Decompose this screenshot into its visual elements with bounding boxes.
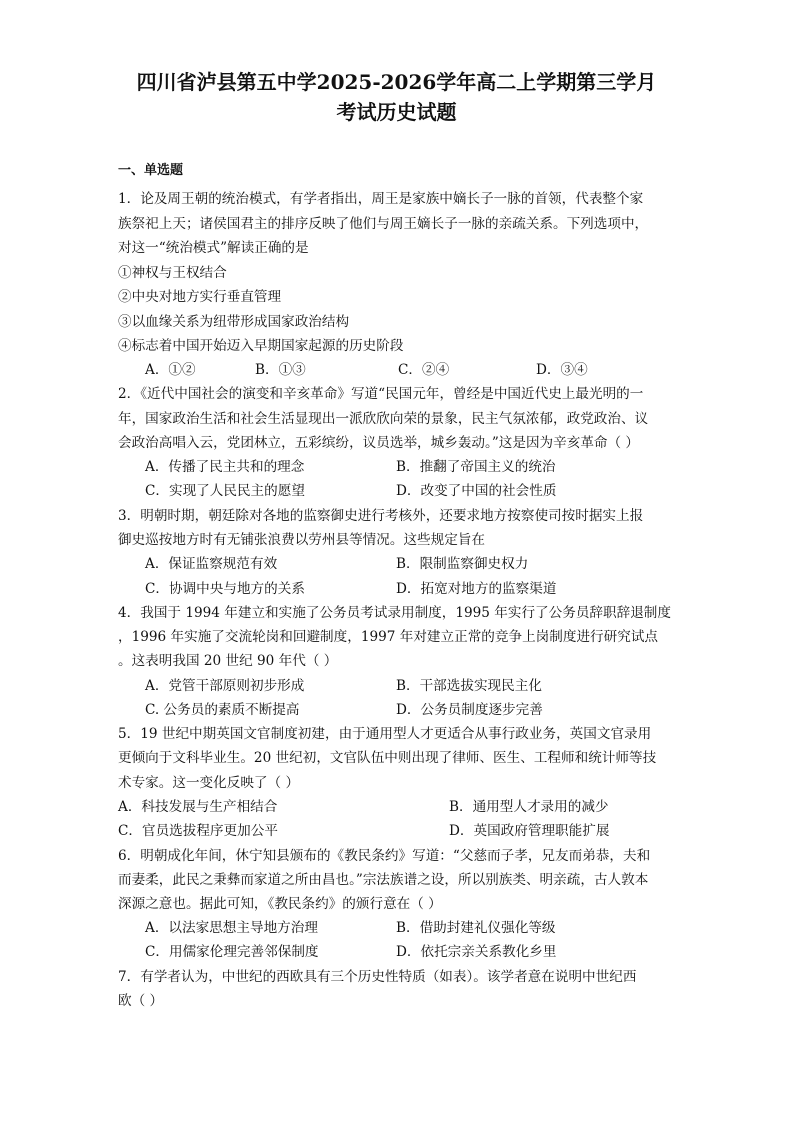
question-4-option-a[interactable]: A．党管干部原则初步形成 [145,678,305,694]
question-5-line: 5．19 世纪中期英国文官制度初建，由于通用型人才更适合从事行政业务，英国文官录用 [118,726,652,742]
question-4-line: 4．我国于 1994 年建立和实施了公务员考试录用制度，1995 年实行了公务员辞职辞退制度 [118,605,671,621]
question-3-option-b[interactable]: B．限制监察御史权力 [396,556,529,572]
question-1-option-b[interactable]: B．①③ [255,362,306,378]
question-4-line: 。这表明我国 20 世纪 90 年代（ ） [118,653,338,669]
question-5-option-a[interactable]: A．科技发展与生产相结合 [118,799,278,815]
exam-title-line-2: 考试历史试题 [336,100,457,124]
question-4-line: ，1996 年实施了交流轮岗和回避制度，1997 年对建立正常的竞争上岗制度进行研究试点 [118,629,659,645]
question-2-line: 年，国家政治生活和社会生活显现出一派欣欣向荣的景象，民主气氛浓郁，政党政治、议 [118,411,649,427]
question-1-statement: ②中央对地方实行垂直管理 [118,289,282,305]
question-6-option-a[interactable]: A．以法家思想主导地方治理 [145,920,318,936]
question-2-line: 会政治高唱入云，党团林立，五彩缤纷，议员选举，城乡轰动。”这是因为辛亥革命（ ） [118,435,640,451]
question-3-option-a[interactable]: A．保证监察规范有效 [145,556,278,572]
question-3-line: 御史巡按地方时有无铺张浪费以劳州县等情况。这些规定旨在 [118,532,486,548]
question-4-option-b[interactable]: B．干部选拔实现民主化 [396,678,542,694]
question-1-statement: ①神权与王权结合 [118,265,227,281]
question-7-line: 欧（ ） [118,993,164,1009]
question-6-line: 6．明朝成化年间，休宁知县颁布的《教民条约》写道：“父慈而子孝，兄友而弟恭，夫和 [118,848,651,864]
question-2-option-b[interactable]: B．推翻了帝国主义的统治 [396,459,556,475]
question-5-option-b[interactable]: B．通用型人才录用的减少 [449,799,609,815]
question-6-option-c[interactable]: C．用儒家伦理完善邻保制度 [145,944,319,960]
question-1-option-d[interactable]: D．③④ [536,362,588,378]
question-6-line: 而妻柔，此民之秉彝而家道之所由昌也。”宗法族谱之设，所以别族类、明亲疏，古人敦本 [118,872,649,888]
question-1-line: 1．论及周王朝的统治模式，有学者指出，周王是家族中嫡长子一脉的首领，代表整个家 [118,191,644,207]
exam-title-line-1: 四川省泸县第五中学2025-2026学年高二上学期第三学月 [136,70,657,94]
question-4-option-c[interactable]: C. 公务员的素质不断提高 [145,702,300,718]
question-6-line: 深源之意也。据此可知，《教民条约》的颁行意在（ ） [118,896,442,912]
question-1-option-c[interactable]: C．②④ [398,362,450,378]
question-1-line: 族祭祀上天；诸侯国君主的排序反映了他们与周王嫡长子一脉的亲疏关系。下列选项中， [118,216,649,232]
question-4-option-d[interactable]: D．公务员制度逐步完善 [396,702,543,718]
question-6-option-d[interactable]: D．依托宗亲关系教化乡里 [396,944,557,960]
question-3-option-c[interactable]: C．协调中央与地方的关系 [145,581,305,597]
question-2-option-d[interactable]: D．改变了中国的社会性质 [396,483,557,499]
question-7-line: 7．有学者认为，中世纪的西欧具有三个历史性特质（如表）。该学者意在说明中世纪西 [118,969,637,985]
question-1-line: 对这一“统治模式”解读正确的是 [118,240,309,256]
question-5-line: 更倾向于文科毕业生。20 世纪初，文官队伍中则出现了律师、医生、工程师和统计师等技 [118,750,657,766]
question-3-line: 3．明朝时期，朝廷除对各地的监察御史进行考核外，还要求地方按察使司按时据实上报 [118,508,644,524]
question-5-option-d[interactable]: D．英国政府管理职能扩展 [449,823,610,839]
section-heading: 一、单选题 [118,163,184,178]
question-5-option-c[interactable]: C．官员选拔程序更加公平 [118,823,278,839]
question-6-option-b[interactable]: B．借助封建礼仪强化等级 [396,920,556,936]
question-2-option-c[interactable]: C．实现了人民民主的愿望 [145,483,305,499]
question-3-option-d[interactable]: D．拓宽对地方的监察渠道 [396,581,557,597]
question-2-line: 2．《近代中国社会的演变和辛亥革命》写道“民国元年，曾经是中国近代史上最光明的一 [118,386,644,402]
question-1-statement: ④标志着中国开始迈入早期国家起源的历史阶段 [118,338,404,354]
question-1-statement: ③以血缘关系为纽带形成国家政治结构 [118,314,350,330]
question-1-option-a[interactable]: A．①② [145,362,196,378]
question-5-line: 术专家。这一变化反映了（ ） [118,775,300,791]
question-2-option-a[interactable]: A．传播了民主共和的理念 [145,459,305,475]
